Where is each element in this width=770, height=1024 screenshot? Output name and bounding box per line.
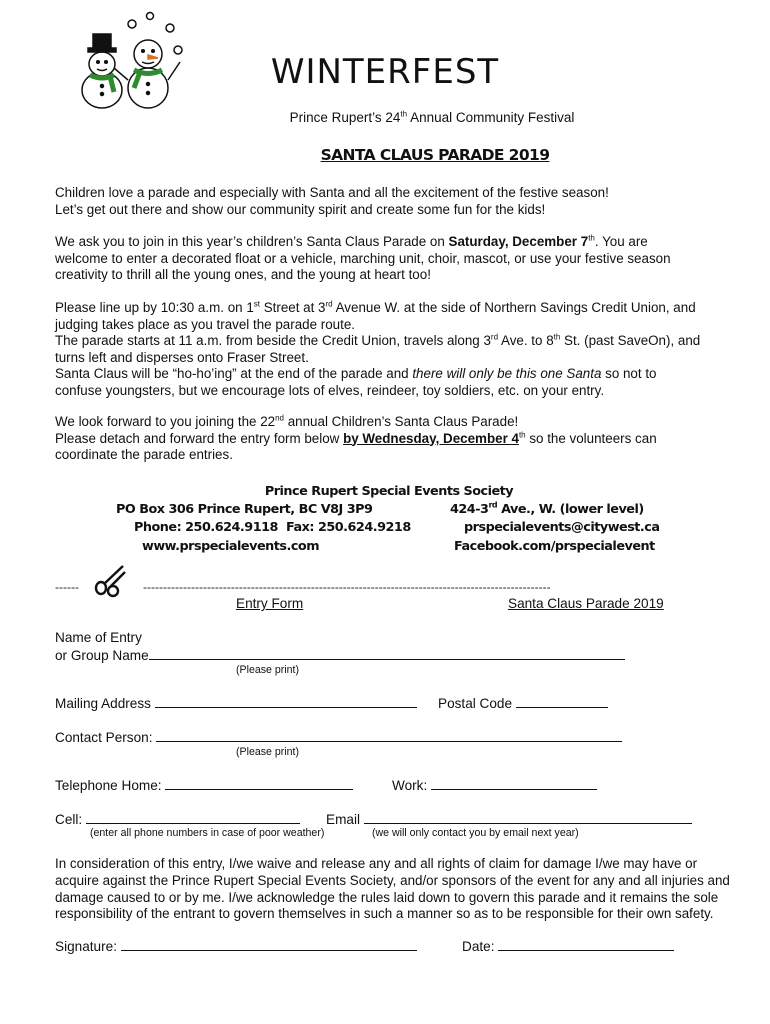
telephone-home-field[interactable]: Telephone Home: [55,777,353,793]
email-note: (we will only contact you by email next year) [372,827,579,839]
invite-paragraph: We ask you to join in this year’s children’s Santa Claus Parade on Saturday, December 7th. You are welcome to enter a decorated float or a vehicle, marching unit, choir, mascot, or use your festive season creativity to thrill all the young ones, and the young at heart too! [55,233,671,282]
subtitle: Prince Rupert’s 24th Annual Community Festival [289,109,575,125]
society-website[interactable]: www.prspecialevents.com [142,539,320,554]
society-email: prspecialevents@citywest.ca [464,520,660,535]
society-fax: Fax: 250.624.9218 [286,520,411,535]
email-field[interactable]: Email [326,811,692,827]
date-field[interactable]: Date: [462,938,674,954]
society-name: Prince Rupert Special Events Society [264,484,514,499]
intro-paragraph: Children love a parade and especially with Santa and all the excitement of the festive season! Let’s get out there and show our community spirit and create some fun for the kids! [55,185,609,217]
entry-form-event: Santa Claus Parade 2019 [508,596,664,611]
postal-code-field[interactable]: Postal Code [438,695,608,711]
name-field[interactable]: or Group Name [55,647,625,663]
waiver-paragraph: In consideration of this entry, I/we waive and release any and all rights of claim for damage I/we may have or acquire against the Prince Rupert Special Events Society, and/or sponsors of the event for any and all injuries and damage caused to or by me. I/we acknowledge the rules laid down to govern this parade and it remains the sole responsibility of the entrant to govern themselves in such a manner so as to be responsible for their own safety. [55,856,730,922]
page-title: WINTERFEST [270,52,500,92]
forward-paragraph: We look forward to you joining the 22nd annual Children’s Santa Claus Parade! Please detach and forward the entry form below by Wednesday, December 4th so the volunteers can coordinate the parade entries. [55,413,657,462]
parade-title: SANTA CLAUS PARADE 2019 [320,146,550,164]
cut-line-left: ------ [55,580,79,594]
mailing-address-field[interactable]: Mailing Address [55,695,417,711]
please-print-note: (Please print) [236,664,299,676]
scissors-icon [93,564,129,598]
entry-form-heading: Entry Form [236,596,304,611]
signature-field[interactable]: Signature: [55,938,417,954]
lineup-paragraph: Please line up by 10:30 a.m. on 1st Street at 3rd Avenue W. at the side of Northern Savings Credit Union, and judging takes place as you travel the parade route. The parade starts at 11 a.m. from beside the Credit Union, travels along 3rd Ave. to 8th St. (past SaveOn), and turns left and disperses onto Fraser Street. Santa Claus will be “ho-ho’ing” at the end of the parade and there will only be this one Santa so not to confuse youngsters, but we encourage lots of elves, reindeer, toy soldiers, etc. on your entry. [55,299,701,398]
cell-phone-field[interactable]: Cell: [55,811,300,827]
name-label: Name of Entry [55,630,142,645]
contact-person-field[interactable]: Contact Person: [55,729,622,745]
cut-line-right: ------------------------------------------------------------------------------------------------------ [143,580,551,594]
society-phone: Phone: 250.624.9118 [134,520,278,535]
society-facebook[interactable]: Facebook.com/prspecialevent [454,539,655,554]
society-po-box: PO Box 306 Prince Rupert, BC V8J 3P9 [116,502,373,517]
please-print-note-2: (Please print) [236,746,299,758]
work-phone-field[interactable]: Work: [392,777,597,793]
phone-note: (enter all phone numbers in case of poor weather) [90,827,325,839]
society-address: 424-3rd Ave., W. (lower level) [450,500,644,517]
